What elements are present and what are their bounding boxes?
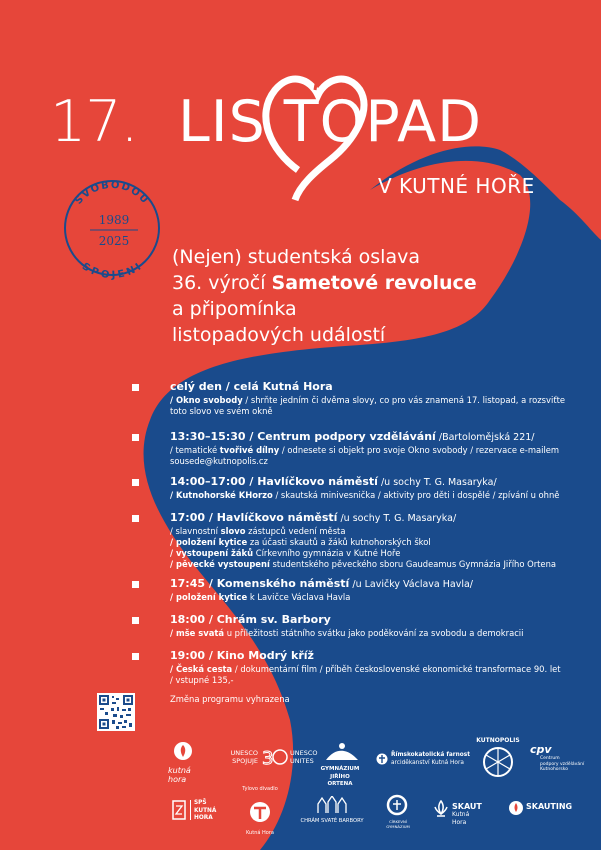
event-line-text: Církevního gymnázia v Kutné Hoře: [253, 548, 401, 558]
title-month-post: TOPAD: [283, 89, 483, 155]
event-line: [170, 664, 561, 675]
event-line-bold: / vystoupení žáků: [170, 548, 254, 558]
logo-kutnopolis-text: KUTNOPOLIS: [476, 737, 520, 744]
bullet-square: [132, 653, 139, 660]
event-line-bold: / Okno svobody: [170, 395, 243, 405]
event-heading: [170, 577, 473, 592]
stamp-text-bottom: SPOJENI: [79, 260, 145, 282]
logo-gymnazium: [318, 742, 362, 789]
logo-tyl: [240, 786, 280, 836]
bullet-square: [132, 479, 139, 486]
event-line-text: sousede@kutnopolis.cz: [170, 456, 268, 466]
event-line-text: za účasti skautů a žáků kutnohorských škol: [247, 537, 431, 547]
event-line-text: toto slovo ve svém okně: [170, 406, 273, 416]
title-day: 17.: [50, 89, 138, 155]
kutna-hora-emblem-icon: [172, 740, 194, 762]
barbora-cathedral-icon: [298, 796, 366, 814]
tyl-theatre-icon: [240, 792, 280, 832]
event-line: [170, 628, 523, 639]
lead-line-3: a připomínka: [172, 298, 297, 320]
program-change-note: Změna programu vyhrazena: [170, 694, 290, 704]
event-line-bold: / položení kytice: [170, 592, 248, 602]
logo-cpv-text: Centrum podpory vzdělávání Kutnohorsko: [540, 756, 585, 772]
event-line: [170, 395, 565, 406]
event-heading: [170, 380, 333, 394]
logo-cirkevni-text: CÍRKEVNÍ GYMNÁZIUM: [386, 819, 410, 829]
logo-kutna-hora: [168, 740, 198, 784]
skaut-lily-icon: [432, 800, 450, 818]
gymnazium-figure-icon: [318, 742, 362, 762]
event-line-text: zástupců vedení města: [245, 526, 346, 536]
logo-skaut-text: SKAUT: [452, 802, 482, 811]
event-line-text: / skautská minivesnička / aktivity pro děti i dospělé / zpívání u ohně: [272, 490, 560, 500]
event-list: [132, 380, 582, 685]
event-line-text: / dokumentární film / příběh československé ekonomické transformace 90. let: [232, 664, 561, 674]
event-line-bold: tvořivé dílny: [219, 445, 280, 455]
title-month: [178, 89, 483, 155]
event-heading-main: 17:45 / Komenského náměstí: [170, 577, 350, 590]
event-line: [170, 490, 559, 501]
event-line-text: / slavnostní: [170, 526, 221, 536]
event-line-text: / tematické: [170, 445, 220, 455]
event-line-bold: / Česká cesta: [170, 664, 233, 674]
logo-farnost-text: Římskokatolická farnost arciděkanství Kutná Hora: [391, 752, 470, 766]
event-heading: [170, 430, 535, 445]
stamp-text-top: SVOBODOU: [73, 179, 151, 207]
event-heading: [170, 511, 456, 526]
event-line-text: / shrňte jedním či dvěma slovy, co pro vás znamená 17. listopad, a rozsviťte: [242, 395, 566, 405]
qr-code[interactable]: [97, 693, 135, 731]
event-line-text: u příležitosti státního svátku jako poděkování za svobodu a demokracii: [224, 628, 524, 638]
logo-cpv: [530, 744, 584, 773]
logo-sps-text: SPŠ KUTNÁ HORA: [194, 800, 217, 821]
event-line: [170, 537, 431, 548]
event-line-bold: / pěvecké vystoupení: [170, 559, 270, 569]
lead-line-1: (Nejen) studentská oslava: [172, 246, 420, 268]
logo-barbora: [298, 796, 366, 826]
svg-text:3: 3: [262, 748, 274, 768]
event-line: [170, 592, 350, 603]
event-line-bold: / Kutnohorské KHorzo: [170, 490, 273, 500]
bullet-square: [132, 515, 139, 522]
event-heading-sub: /Bartolomějská 221/: [435, 432, 535, 443]
lead-line-4: listopadových událostí: [172, 324, 386, 346]
logo-kutnopolis: [476, 737, 520, 783]
logo-skauting-text: SKAUTING: [526, 802, 573, 811]
event-heading-sub: /u Lavičky Václava Havla/: [349, 579, 473, 590]
lead-text: [172, 244, 477, 348]
lead-line-2-bold: Sametové revoluce: [271, 272, 477, 294]
bullet-square: [132, 617, 139, 624]
event-heading: [170, 649, 314, 663]
cirkevni-gymnazium-icon: [386, 794, 408, 816]
event-line-text: / odnesete si objekt pro svoje Okno svobody / rezervace e-mailem: [279, 445, 560, 455]
stamp-year-1989: 1989: [98, 213, 130, 227]
event-heading-sub: /u sochy T. G. Masaryka/: [377, 477, 497, 488]
event-heading-main: 18:00 / Chrám sv. Barbory: [170, 613, 331, 626]
event-heading: [170, 475, 497, 490]
lead-line-2: [172, 270, 477, 296]
event-heading-main: celý den / celá Kutná Hora: [170, 380, 333, 393]
bullet-square: [132, 434, 139, 441]
event-line-bold: / mše svatá: [170, 628, 225, 638]
event-line: [170, 456, 268, 467]
farnost-emblem-icon: [376, 752, 388, 766]
logo-unesco-right: UNESCO UNITES: [290, 749, 318, 765]
event-line: [170, 445, 559, 456]
title-city: V KUTNÉ HOŘE: [378, 174, 535, 198]
event-line-text: / vstupné 135,-: [170, 675, 234, 685]
logo-skaut-subtext: Kutná Hora: [452, 811, 470, 826]
event-line: [170, 406, 273, 417]
logo-gymnazium-text: GYMNÁZIUM JIŘÍHO ORTENA: [320, 766, 360, 787]
logo-cirkevni: [386, 794, 410, 829]
event-line-bold: / položení kytice: [170, 537, 248, 547]
sps-divider: [190, 800, 191, 820]
logo-tyl-text-bottom: Kutná Hora: [246, 830, 274, 836]
event-line-bold: slovo: [220, 526, 246, 536]
event-line-text: k Lavičce Václava Havla: [247, 592, 351, 602]
lead-line-2-pre: 36. výročí: [172, 272, 272, 294]
logo-unesco-left: UNESCO SPOJUJE: [230, 749, 258, 765]
event-heading-main: 17:00 / Havlíčkovo náměstí: [170, 511, 338, 524]
event-line: [170, 559, 556, 570]
logo-tyl-text: Tylovo divadlo: [242, 786, 278, 792]
title-month-pre: LIS: [178, 89, 266, 155]
sps-emblem-icon: [172, 800, 186, 820]
stamp-year-2025: 2025: [98, 234, 130, 248]
event-heading-main: 14:00–17:00 / Havlíčkovo náměstí: [170, 475, 378, 488]
logo-cpv-mark: cpv: [530, 743, 552, 756]
bullet-square: [132, 384, 139, 391]
event-heading-main: 13:30–15:30 / Centrum podpory vzdělávání: [170, 430, 436, 443]
event-line-text: studentského pěveckého sboru Gaudeamus Gymnázia Jiřího Ortena: [269, 559, 557, 569]
bullet-square: [132, 581, 139, 588]
event-heading-main: 19:00 / Kino Modrý kříž: [170, 649, 314, 662]
logo-kutna-hora-text: kutná hora: [168, 766, 191, 784]
kutnopolis-globe-icon: [476, 745, 520, 779]
unesco-30-icon: [260, 746, 288, 768]
logo-barbora-text: CHRÁM SVATÉ BARBORY: [300, 818, 364, 824]
event-heading-sub: /u sochy T. G. Masaryka/: [337, 513, 457, 524]
event-line: [170, 548, 400, 559]
skauting-emblem-icon: [508, 800, 524, 816]
event-line: [170, 675, 234, 686]
event-line: [170, 526, 345, 537]
event-heading: [170, 613, 331, 627]
